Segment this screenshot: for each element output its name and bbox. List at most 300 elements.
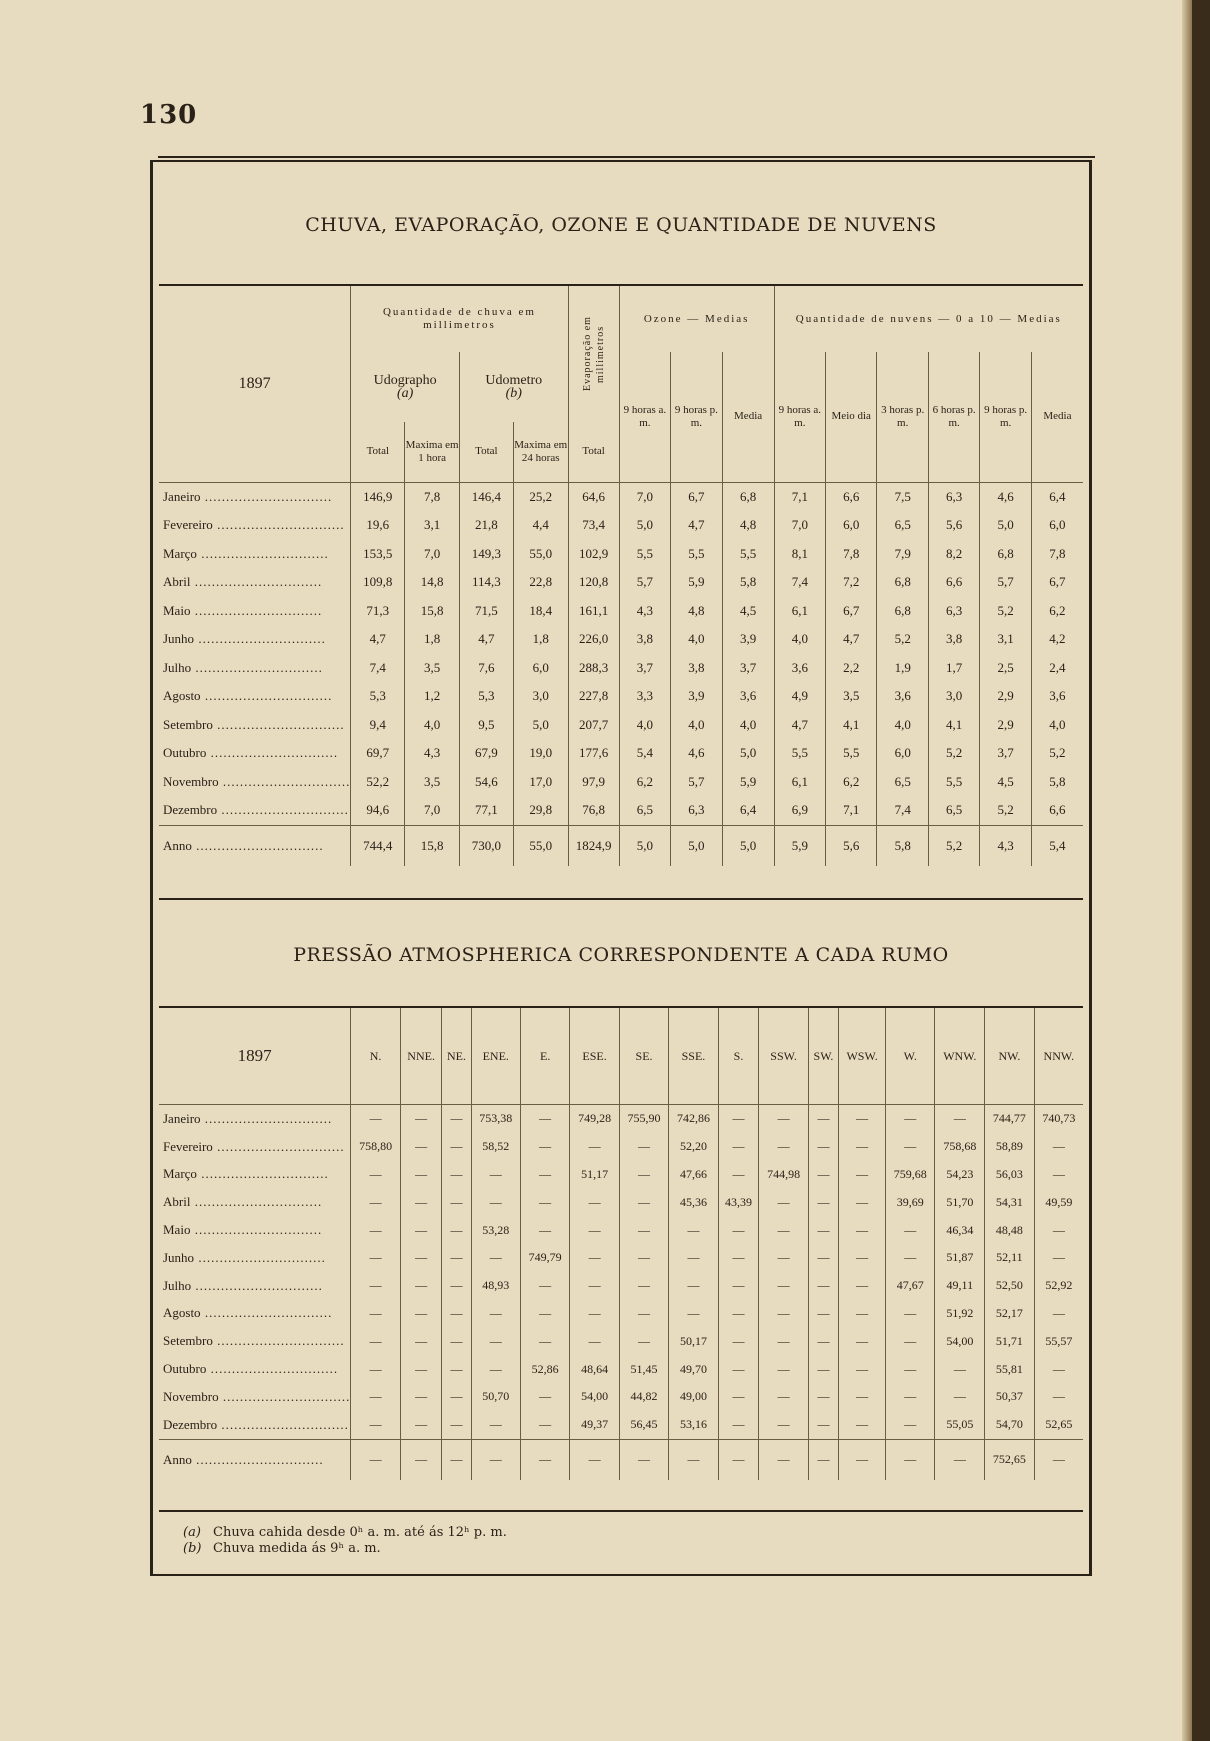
- data-cell: —: [935, 1105, 985, 1133]
- data-cell: 50,17: [669, 1327, 718, 1355]
- data-cell: —: [886, 1439, 935, 1480]
- data-cell: 5,6: [928, 511, 979, 540]
- data-cell: 55,0: [513, 825, 568, 866]
- data-cell: 3,5: [405, 654, 460, 683]
- data-cell: 149,3: [459, 540, 513, 569]
- data-cell: 46,34: [935, 1216, 985, 1244]
- data-cell: —: [759, 1300, 808, 1328]
- header-ozone-media: Media: [722, 352, 774, 482]
- data-cell: 48,93: [471, 1272, 520, 1300]
- data-cell: 69,7: [351, 739, 405, 768]
- data-cell: —: [570, 1188, 619, 1216]
- table2-row: [159, 1105, 1083, 1133]
- data-cell: —: [808, 1133, 838, 1161]
- row-label: Setembro ..............................: [163, 1333, 345, 1349]
- header-udographo-max1h: Maxima em 1 hora: [405, 422, 460, 482]
- data-cell: —: [1034, 1383, 1083, 1411]
- data-cell: —: [839, 1105, 886, 1133]
- data-cell: —: [808, 1161, 838, 1189]
- data-cell: 53,28: [471, 1216, 520, 1244]
- data-cell: —: [351, 1105, 400, 1133]
- data-cell: 6,2: [1031, 597, 1083, 626]
- data-cell: 5,0: [671, 825, 722, 866]
- data-cell: 5,0: [619, 511, 670, 540]
- data-cell: 7,1: [826, 796, 877, 825]
- data-cell: 8,1: [774, 540, 825, 569]
- table1-row: [159, 654, 1083, 683]
- data-cell: 153,5: [351, 540, 405, 569]
- data-cell: 97,9: [568, 768, 619, 797]
- header-direction: SSE.: [669, 1008, 718, 1105]
- table1-row: [159, 739, 1083, 768]
- row-label: Janeiro ..............................: [163, 1110, 333, 1126]
- data-cell: 5,5: [774, 739, 825, 768]
- data-cell: 5,5: [671, 540, 722, 569]
- data-cell: 4,7: [351, 625, 405, 654]
- data-cell: —: [718, 1244, 759, 1272]
- data-cell: 51,17: [570, 1161, 619, 1189]
- data-cell: —: [839, 1161, 886, 1189]
- table2-row: [159, 1300, 1083, 1328]
- table2-year: 1897: [159, 1008, 351, 1105]
- data-cell: 52,50: [985, 1272, 1034, 1300]
- data-cell: 6,8: [722, 482, 774, 511]
- data-cell: 6,9: [774, 796, 825, 825]
- data-cell: —: [669, 1216, 718, 1244]
- data-cell: 54,6: [459, 768, 513, 797]
- data-cell: —: [759, 1244, 808, 1272]
- data-cell: —: [886, 1244, 935, 1272]
- data-cell: 52,86: [520, 1355, 569, 1383]
- data-cell: 5,2: [877, 625, 928, 654]
- data-cell: 4,8: [722, 511, 774, 540]
- row-label: Dezembro ..............................: [163, 802, 349, 818]
- data-cell: 3,8: [619, 625, 670, 654]
- data-cell: 5,3: [351, 682, 405, 711]
- data-cell: 5,6: [826, 825, 877, 866]
- data-cell: —: [400, 1188, 442, 1216]
- row-label: Março ..............................: [163, 1166, 329, 1182]
- table1-row: [159, 711, 1083, 740]
- data-cell: —: [839, 1216, 886, 1244]
- data-cell: —: [570, 1133, 619, 1161]
- data-cell: 4,8: [671, 597, 722, 626]
- data-cell: —: [886, 1216, 935, 1244]
- data-cell: 161,1: [568, 597, 619, 626]
- row-label: Novembro ..............................: [163, 773, 351, 789]
- row-label: Junho ..............................: [163, 631, 326, 647]
- data-cell: —: [351, 1272, 400, 1300]
- data-cell: 48,48: [985, 1216, 1034, 1244]
- data-cell: 740,73: [1034, 1105, 1083, 1133]
- data-cell: 19,6: [351, 511, 405, 540]
- data-cell: 4,0: [619, 711, 670, 740]
- data-cell: —: [471, 1161, 520, 1189]
- data-cell: —: [808, 1244, 838, 1272]
- data-cell: 52,92: [1034, 1272, 1083, 1300]
- row-label: Anno ..............................: [163, 1451, 324, 1467]
- footnotes: [183, 1525, 507, 1557]
- data-cell: 5,7: [980, 568, 1031, 597]
- table1-row: [159, 540, 1083, 569]
- row-label: Abril ..............................: [163, 574, 323, 590]
- data-cell: 7,5: [877, 482, 928, 511]
- data-cell: 4,5: [722, 597, 774, 626]
- data-cell: 5,8: [1031, 768, 1083, 797]
- data-cell: 39,69: [886, 1188, 935, 1216]
- data-cell: 3,7: [722, 654, 774, 683]
- data-cell: —: [520, 1272, 569, 1300]
- data-cell: 7,6: [459, 654, 513, 683]
- data-cell: —: [351, 1244, 400, 1272]
- data-cell: 6,7: [1031, 568, 1083, 597]
- data-cell: 4,1: [928, 711, 979, 740]
- data-cell: —: [520, 1383, 569, 1411]
- data-cell: 7,4: [774, 568, 825, 597]
- data-cell: 114,3: [459, 568, 513, 597]
- data-cell: —: [471, 1300, 520, 1328]
- header-rain-group: Quantidade de chuva em millimetros: [351, 286, 568, 352]
- data-cell: 9,5: [459, 711, 513, 740]
- data-cell: 5,0: [513, 711, 568, 740]
- data-cell: —: [808, 1188, 838, 1216]
- row-label: Outubro ..............................: [163, 745, 339, 761]
- row-label: Março ..............................: [163, 545, 329, 561]
- data-cell: —: [886, 1383, 935, 1411]
- data-cell: —: [351, 1439, 400, 1480]
- data-cell: —: [1034, 1133, 1083, 1161]
- header-direction: NNW.: [1034, 1008, 1083, 1105]
- data-cell: —: [718, 1161, 759, 1189]
- data-cell: 744,77: [985, 1105, 1034, 1133]
- data-cell: 19,0: [513, 739, 568, 768]
- data-cell: 6,3: [928, 482, 979, 511]
- data-cell: 109,8: [351, 568, 405, 597]
- data-cell: 54,23: [935, 1161, 985, 1189]
- data-cell: 2,4: [1031, 654, 1083, 683]
- data-cell: —: [570, 1272, 619, 1300]
- data-cell: 6,4: [722, 796, 774, 825]
- data-cell: 50,70: [471, 1383, 520, 1411]
- data-cell: 1,7: [928, 654, 979, 683]
- data-cell: —: [351, 1383, 400, 1411]
- pressure-by-wind-direction-table: [159, 1008, 1083, 1480]
- data-cell: —: [351, 1327, 400, 1355]
- header-direction: E.: [520, 1008, 569, 1105]
- row-label: Novembro ..............................: [163, 1388, 351, 1404]
- data-cell: 94,6: [351, 796, 405, 825]
- data-cell: —: [669, 1300, 718, 1328]
- header-udographo-note: (a): [397, 386, 414, 401]
- data-cell: 5,2: [980, 796, 1031, 825]
- data-cell: 5,4: [1031, 825, 1083, 866]
- data-cell: —: [619, 1216, 668, 1244]
- data-cell: —: [935, 1355, 985, 1383]
- data-cell: 14,8: [405, 568, 460, 597]
- data-cell: 3,5: [826, 682, 877, 711]
- table2-row: [159, 1244, 1083, 1272]
- data-cell: —: [520, 1161, 569, 1189]
- row-label: Julho ..............................: [163, 1277, 323, 1293]
- data-cell: 4,6: [671, 739, 722, 768]
- data-cell: —: [1034, 1355, 1083, 1383]
- row-label: Junho ..............................: [163, 1249, 326, 1265]
- data-cell: 4,2: [1031, 625, 1083, 654]
- data-cell: —: [520, 1188, 569, 1216]
- data-cell: —: [718, 1411, 759, 1439]
- data-cell: 6,2: [619, 768, 670, 797]
- row-label: Abril ..............................: [163, 1194, 323, 1210]
- data-cell: —: [520, 1439, 569, 1480]
- data-cell: —: [718, 1216, 759, 1244]
- table2-title: PRESSÃO ATMOSPHERICA CORRESPONDENTE A CADA RUMO: [293, 944, 949, 966]
- data-cell: 7,8: [405, 482, 460, 511]
- data-cell: 55,81: [985, 1355, 1034, 1383]
- data-cell: —: [1034, 1439, 1083, 1480]
- data-cell: —: [520, 1300, 569, 1328]
- table2-row: [159, 1272, 1083, 1300]
- data-cell: —: [400, 1216, 442, 1244]
- data-cell: 2,5: [980, 654, 1031, 683]
- table2-row: [159, 1133, 1083, 1161]
- header-direction: NE.: [442, 1008, 471, 1105]
- data-cell: 54,00: [570, 1383, 619, 1411]
- data-cell: —: [570, 1244, 619, 1272]
- data-cell: —: [351, 1216, 400, 1244]
- data-cell: 51,92: [935, 1300, 985, 1328]
- data-cell: 177,6: [568, 739, 619, 768]
- data-cell: 5,2: [928, 825, 979, 866]
- data-cell: 4,7: [671, 511, 722, 540]
- data-cell: 4,7: [459, 625, 513, 654]
- data-cell: 758,80: [351, 1133, 400, 1161]
- data-cell: 7,1: [774, 482, 825, 511]
- data-cell: 1,2: [405, 682, 460, 711]
- data-cell: 55,0: [513, 540, 568, 569]
- data-cell: —: [808, 1327, 838, 1355]
- header-udographo: Udographo: [373, 373, 437, 388]
- data-cell: —: [886, 1411, 935, 1439]
- data-cell: —: [400, 1439, 442, 1480]
- data-cell: 25,2: [513, 482, 568, 511]
- data-cell: 5,0: [980, 511, 1031, 540]
- data-cell: 5,0: [722, 739, 774, 768]
- data-cell: 58,89: [985, 1133, 1034, 1161]
- data-cell: —: [619, 1439, 668, 1480]
- header-clouds-9am: 9 horas a. m.: [774, 352, 825, 482]
- header-direction: ESE.: [570, 1008, 619, 1105]
- data-cell: 1,8: [513, 625, 568, 654]
- data-cell: —: [400, 1161, 442, 1189]
- data-cell: —: [442, 1188, 471, 1216]
- data-cell: —: [400, 1133, 442, 1161]
- data-cell: 3,5: [405, 768, 460, 797]
- data-cell: 47,66: [669, 1161, 718, 1189]
- data-cell: 54,31: [985, 1188, 1034, 1216]
- data-cell: —: [351, 1411, 400, 1439]
- header-direction: ENE.: [471, 1008, 520, 1105]
- data-cell: 2,9: [980, 711, 1031, 740]
- data-cell: 7,8: [1031, 540, 1083, 569]
- data-cell: 5,9: [774, 825, 825, 866]
- row-label: Dezembro ..............................: [163, 1416, 349, 1432]
- header-clouds-meiodia: Meio dia: [826, 352, 877, 482]
- data-cell: 4,1: [826, 711, 877, 740]
- data-cell: —: [520, 1216, 569, 1244]
- data-cell: —: [471, 1411, 520, 1439]
- header-udometro: Udometro: [485, 373, 543, 388]
- data-cell: 1824,9: [568, 825, 619, 866]
- data-cell: 71,3: [351, 597, 405, 626]
- data-cell: —: [400, 1355, 442, 1383]
- data-cell: 3,8: [671, 654, 722, 683]
- data-cell: 2,2: [826, 654, 877, 683]
- data-cell: 5,5: [826, 739, 877, 768]
- data-cell: —: [759, 1133, 808, 1161]
- table2-row: [159, 1327, 1083, 1355]
- header-direction: SSW.: [759, 1008, 808, 1105]
- data-cell: 3,1: [405, 511, 460, 540]
- data-cell: 58,52: [471, 1133, 520, 1161]
- header-direction: W.: [886, 1008, 935, 1105]
- data-cell: —: [669, 1439, 718, 1480]
- data-cell: —: [839, 1327, 886, 1355]
- data-cell: —: [442, 1272, 471, 1300]
- header-ozone-group: Ozone — Medias: [619, 286, 774, 352]
- data-cell: 3,7: [980, 739, 1031, 768]
- table2-row: [159, 1216, 1083, 1244]
- data-cell: —: [839, 1439, 886, 1480]
- table1-row: [159, 682, 1083, 711]
- data-cell: —: [520, 1411, 569, 1439]
- data-cell: 4,3: [619, 597, 670, 626]
- data-cell: 73,4: [568, 511, 619, 540]
- header-ozone-9am: 9 horas a. m.: [619, 352, 670, 482]
- data-cell: —: [442, 1300, 471, 1328]
- table1-row: [159, 625, 1083, 654]
- data-cell: —: [935, 1383, 985, 1411]
- table2-row: [159, 1383, 1083, 1411]
- data-cell: —: [400, 1327, 442, 1355]
- data-cell: 7,9: [877, 540, 928, 569]
- header-direction: SE.: [619, 1008, 668, 1105]
- header-direction: S.: [718, 1008, 759, 1105]
- data-cell: —: [520, 1327, 569, 1355]
- header-udometro-note: (b): [505, 386, 522, 401]
- row-label: Setembro ..............................: [163, 716, 345, 732]
- data-cell: 4,7: [826, 625, 877, 654]
- data-cell: 71,5: [459, 597, 513, 626]
- data-cell: 7,0: [774, 511, 825, 540]
- data-cell: 288,3: [568, 654, 619, 683]
- data-cell: 5,8: [877, 825, 928, 866]
- data-cell: 51,70: [935, 1188, 985, 1216]
- data-cell: 15,8: [405, 825, 460, 866]
- row-label: Agosto ..............................: [163, 1305, 333, 1321]
- data-cell: 7,0: [405, 796, 460, 825]
- data-cell: 3,9: [722, 625, 774, 654]
- data-cell: —: [759, 1327, 808, 1355]
- data-cell: —: [759, 1383, 808, 1411]
- data-cell: 55,57: [1034, 1327, 1083, 1355]
- data-cell: 6,3: [928, 597, 979, 626]
- data-cell: 6,5: [877, 511, 928, 540]
- data-cell: —: [839, 1244, 886, 1272]
- data-cell: —: [839, 1411, 886, 1439]
- data-cell: 18,4: [513, 597, 568, 626]
- table1-title: CHUVA, EVAPORAÇÃO, OZONE E QUANTIDADE DE NUVENS: [305, 214, 937, 236]
- data-cell: 52,2: [351, 768, 405, 797]
- header-clouds-3pm: 3 horas p. m.: [877, 352, 928, 482]
- data-cell: 52,65: [1034, 1411, 1083, 1439]
- data-cell: 4,3: [405, 739, 460, 768]
- data-cell: 6,0: [877, 739, 928, 768]
- data-cell: 7,4: [877, 796, 928, 825]
- row-label: Julho ..............................: [163, 659, 323, 675]
- data-cell: 5,0: [619, 825, 670, 866]
- data-cell: —: [442, 1244, 471, 1272]
- footnote-a: (a) Chuva cahida desde 0ʰ a. m. até ás 12ʰ p. m.: [183, 1525, 507, 1540]
- data-cell: 146,4: [459, 482, 513, 511]
- header-udographo-total: Total: [351, 422, 405, 482]
- data-cell: 49,00: [669, 1383, 718, 1411]
- data-cell: —: [619, 1272, 668, 1300]
- data-cell: 3,8: [928, 625, 979, 654]
- header-direction: N.: [351, 1008, 400, 1105]
- table2-row: [159, 1188, 1083, 1216]
- table1-bottom-rule: [159, 898, 1083, 900]
- data-cell: —: [400, 1300, 442, 1328]
- data-cell: 22,8: [513, 568, 568, 597]
- data-cell: —: [442, 1411, 471, 1439]
- data-cell: —: [808, 1272, 838, 1300]
- data-cell: 52,11: [985, 1244, 1034, 1272]
- data-cell: —: [1034, 1161, 1083, 1189]
- data-cell: 8,2: [928, 540, 979, 569]
- data-cell: —: [759, 1411, 808, 1439]
- header-ozone-9pm: 9 horas p. m.: [671, 352, 722, 482]
- data-cell: —: [759, 1216, 808, 1244]
- table2-row: [159, 1411, 1083, 1439]
- data-cell: 51,71: [985, 1327, 1034, 1355]
- data-cell: 744,98: [759, 1161, 808, 1189]
- data-cell: 3,0: [928, 682, 979, 711]
- data-cell: 7,2: [826, 568, 877, 597]
- data-cell: 742,86: [669, 1105, 718, 1133]
- data-cell: 15,8: [405, 597, 460, 626]
- data-cell: —: [471, 1439, 520, 1480]
- data-cell: —: [619, 1300, 668, 1328]
- data-cell: 3,6: [1031, 682, 1083, 711]
- data-cell: —: [759, 1439, 808, 1480]
- header-udometro-max24h: Maxima em 24 horas: [513, 422, 568, 482]
- data-cell: 759,68: [886, 1161, 935, 1189]
- data-cell: 6,7: [671, 482, 722, 511]
- row-label: Agosto ..............................: [163, 688, 333, 704]
- data-cell: 6,2: [826, 768, 877, 797]
- data-cell: —: [839, 1355, 886, 1383]
- data-cell: 4,6: [980, 482, 1031, 511]
- data-cell: 5,5: [722, 540, 774, 569]
- data-cell: 3,9: [671, 682, 722, 711]
- data-cell: 730,0: [459, 825, 513, 866]
- header-direction: WNW.: [935, 1008, 985, 1105]
- data-cell: —: [886, 1355, 935, 1383]
- data-cell: —: [619, 1161, 668, 1189]
- data-cell: 2,9: [980, 682, 1031, 711]
- data-cell: 227,8: [568, 682, 619, 711]
- data-cell: 4,4: [513, 511, 568, 540]
